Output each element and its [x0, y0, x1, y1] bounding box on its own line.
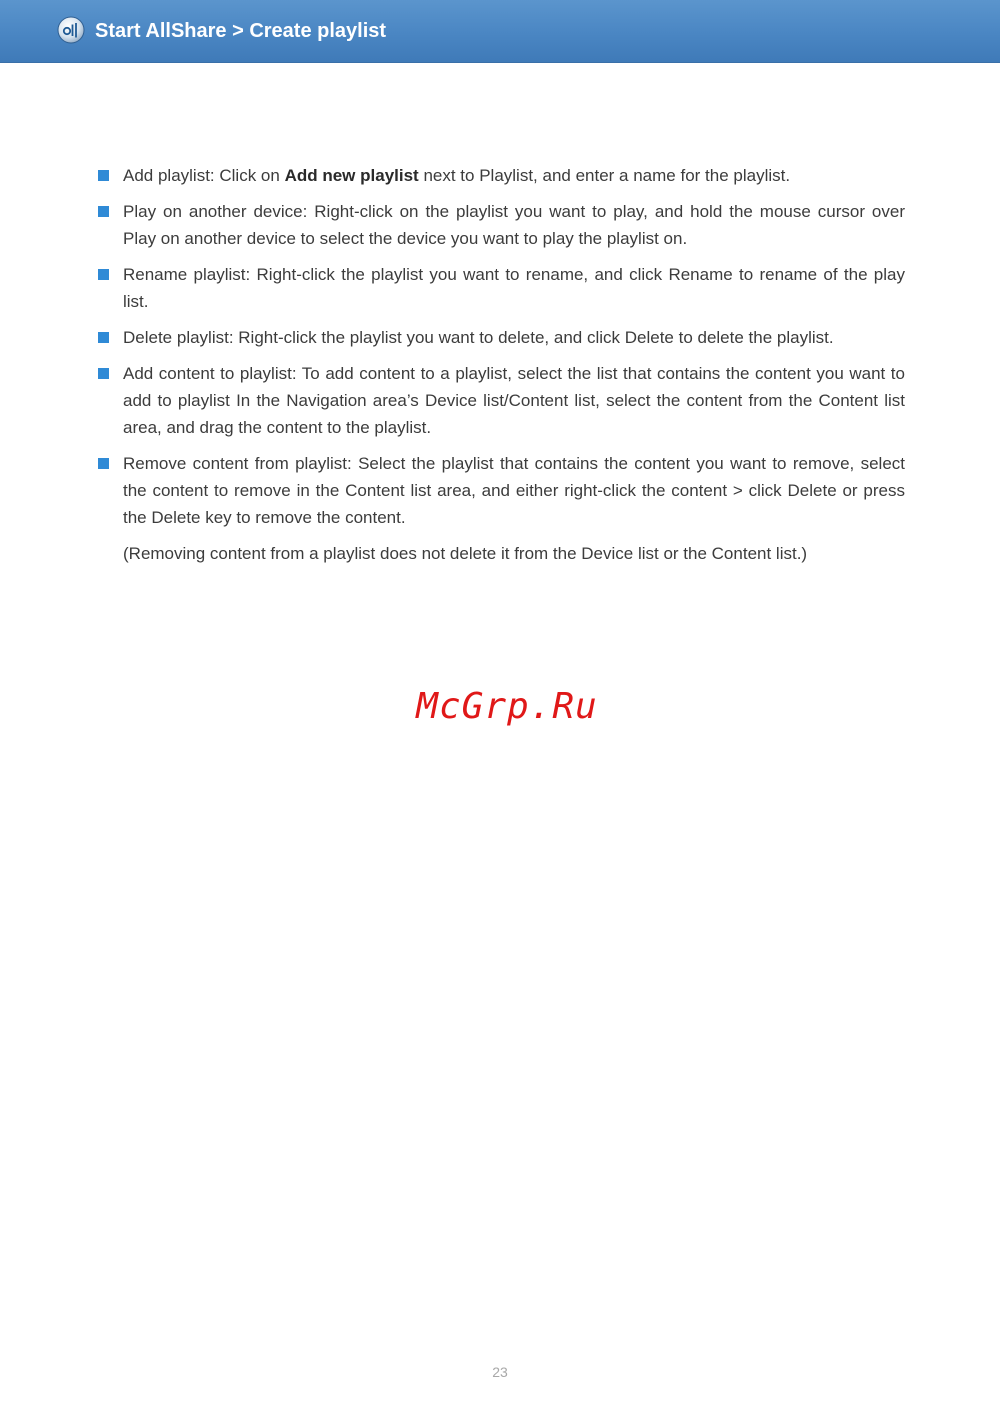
page-title: Start AllShare > Create playlist — [95, 20, 387, 42]
bullet-square-icon — [98, 332, 109, 343]
list-item-remove-content — [98, 450, 905, 531]
bullet-square-icon — [98, 206, 109, 217]
bullet-square-icon — [98, 458, 109, 469]
list-item-text: Remove content from playlist: Select the playlist that contains the content you want to remove, select the content to remove in the Content list area, and either right-click the content > click Delete or press the Delete key to remove the content. — [123, 454, 905, 527]
note-text: (Removing content from a playlist does not delete it from the Device list or the Content list.) — [123, 544, 808, 563]
bullet-square-icon — [98, 269, 109, 280]
content-area — [98, 162, 905, 567]
bullet-square-icon — [98, 170, 109, 181]
list-item-delete-playlist — [98, 324, 905, 351]
allshare-logo-icon — [57, 16, 85, 44]
bullet-square-icon — [98, 368, 109, 379]
list-item-rename-playlist — [98, 261, 905, 315]
page-number: 23 — [492, 1364, 508, 1380]
list-item-text: Play on another device: Right-click on the playlist you want to play, and hold the mouse cursor over Play on another device to select the device you want to play the playlist on. — [123, 202, 905, 248]
list-item-text-part: Add playlist: Click on — [123, 166, 285, 185]
list-item-text: Add content to playlist: To add content to a playlist, select the list that contains the content you want to add to playlist In the Navigation area’s Device list/Content list, select the content from the Content list area, and drag the content to the playlist. — [123, 364, 905, 437]
add-new-playlist-term: Add new playlist — [284, 166, 419, 185]
list-item-text — [123, 166, 790, 185]
list-item-text: Delete playlist: Right-click the playlist you want to delete, and click Delete to delete the playlist. — [123, 328, 834, 347]
header-bar — [0, 0, 1000, 63]
instruction-list — [98, 162, 905, 531]
list-item-add-playlist — [98, 162, 905, 189]
list-item-text: Rename playlist: Right-click the playlist you want to rename, and click Rename to rename of the play list. — [123, 265, 905, 311]
list-item-add-content — [98, 360, 905, 441]
list-item-play-on-another-device — [98, 198, 905, 252]
list-item-text-part: next to Playlist, and enter a name for the playlist. — [418, 166, 791, 185]
watermark-text: McGrp.Ru — [416, 686, 598, 727]
